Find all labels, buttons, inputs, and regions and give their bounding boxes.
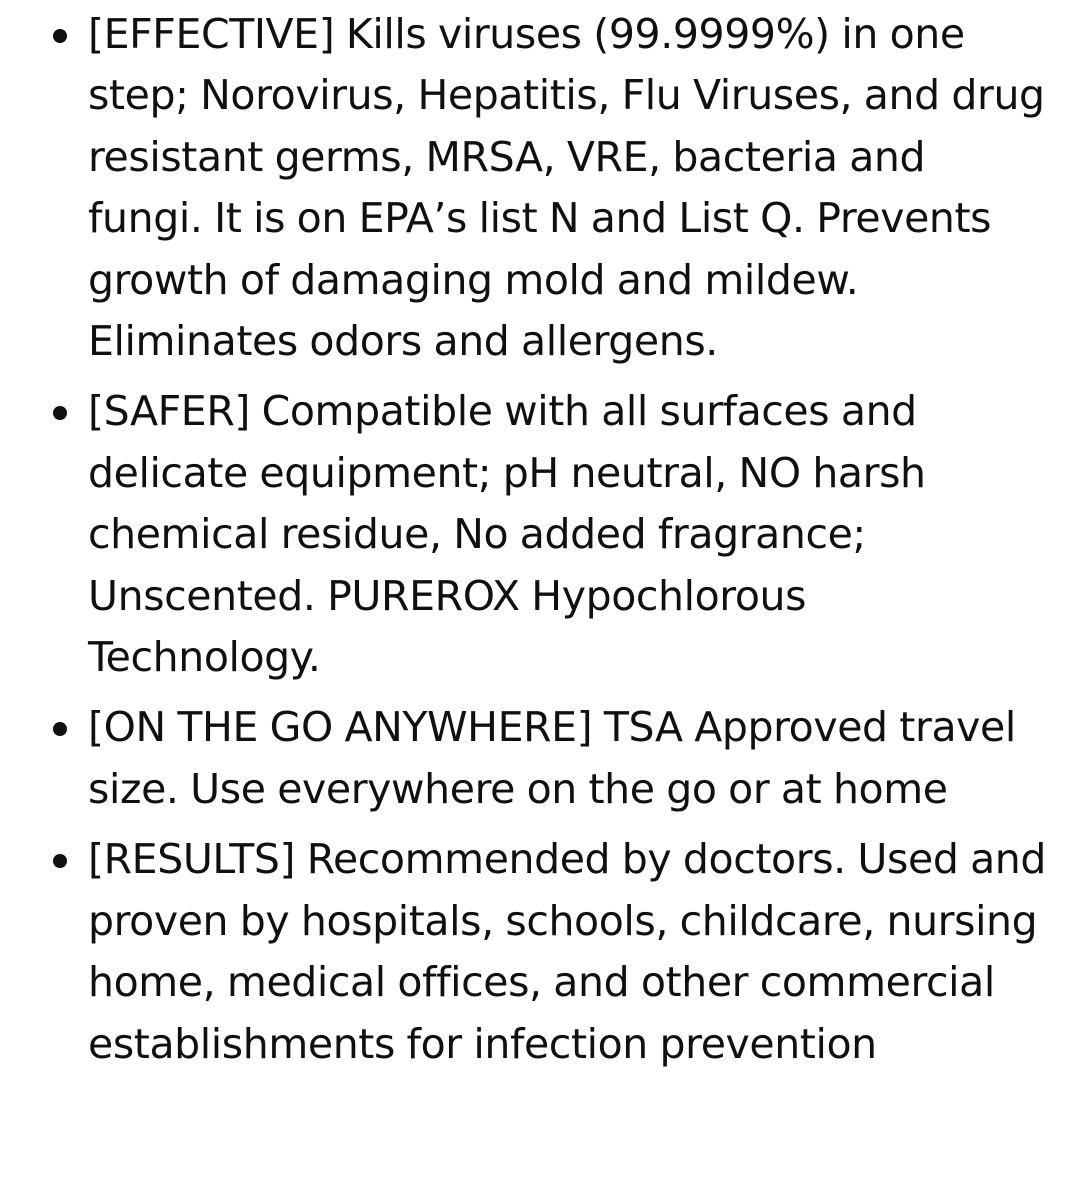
feature-text: [SAFER] Compatible with all surfaces and delicate equipment; pH neutral, NO harsh chemical residue, No added fragrance; Unscented. PUREROX Hypochlorous Technology.	[88, 387, 926, 682]
product-feature-list	[0, 4, 1079, 1084]
feature-text: [ON THE GO ANYWHERE] TSA Approved travel size. Use everywhere on the go or at home	[88, 703, 1016, 813]
feature-item-safer	[0, 381, 1079, 688]
bullet-icon	[53, 722, 67, 736]
bullet-icon	[53, 406, 67, 420]
bullet-icon	[53, 854, 67, 868]
feature-item-effective	[0, 4, 1079, 372]
feature-text: [EFFECTIVE] Kills viruses (99.9999%) in one step; Norovirus, Hepatitis, Flu Viruses, and drug resistant germs, MRSA, VRE, bacteria and fungi. It is on EPA’s list N and List Q. Prevents growth of damaging mold and mildew. Eliminates odors and allergens.	[88, 10, 1045, 366]
bullet-icon	[53, 29, 67, 43]
feature-text: [RESULTS] Recommended by doctors. Used and proven by hospitals, schools, childcare, nursing home, medical offices, and other commercial establishments for infection prevention	[88, 835, 1047, 1068]
feature-item-results	[0, 829, 1079, 1075]
feature-item-on-the-go	[0, 697, 1079, 820]
